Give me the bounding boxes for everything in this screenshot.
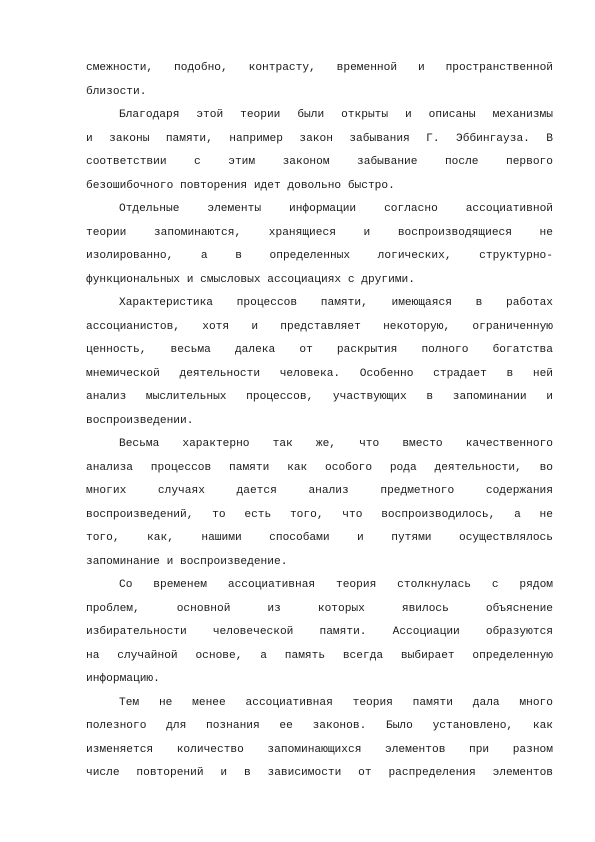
- text-line: изменяется количество запоминающихся элементов при разном: [86, 743, 553, 756]
- paragraph-first-line: Благодаря этой теории были открыты и описаны механизмы: [119, 109, 553, 121]
- paragraph-first-line: Тем не менее ассоциативная теория памяти дала много: [119, 696, 553, 709]
- text-line: изолированно, а в определенных логических, структурно-: [86, 250, 553, 262]
- text-line: смежности, подобно, контрасту, временной и пространственной: [86, 62, 553, 74]
- paragraph-first-line: Со временем ассоциативная теория столкнулась с рядом: [119, 579, 553, 591]
- text-line: воспроизведении.: [86, 414, 194, 427]
- text-line: полезного для познания ее законов. Было установлено, как: [86, 720, 553, 732]
- text-line: избирательности человеческой памяти. Ассоциации образуются: [86, 626, 553, 638]
- text-line: воспроизведений, то есть того, что воспроизводилось, а не: [86, 508, 553, 521]
- text-line: безошибочного повторения идет довольно быстро.: [86, 179, 395, 192]
- text-line: теории запоминаются, хранящиеся и воспроизводящиеся не: [86, 226, 553, 239]
- text-line: запоминание и воспроизведение.: [86, 555, 288, 568]
- text-line: анализ мыслительных процессов, участвующих в запоминании и: [86, 391, 553, 403]
- text-line: мнемической деятельности человека. Особенно страдает в ней: [86, 367, 553, 380]
- text-line: ассоцианистов, хотя и представляет некоторую, ограниченную: [86, 320, 553, 333]
- text-line: многих случаях дается анализ предметного содержания: [86, 485, 553, 497]
- text-line: проблем, основной из которых явилось объяснение: [86, 602, 553, 615]
- paragraph-first-line: Весьма характерно так же, что вместо качественного: [119, 438, 553, 450]
- text-line: числе повторений и в зависимости от распределения элементов: [86, 767, 553, 779]
- text-line: информацию.: [86, 673, 160, 685]
- text-line: ценность, весьма далека от раскрытия полного богатства: [86, 344, 553, 356]
- text-line: того, как, нашими способами и путями осуществлялось: [86, 532, 553, 544]
- text-line: функциональных и смысловых ассоциациях с другими.: [86, 273, 415, 286]
- text-line: близости.: [86, 85, 147, 98]
- text-line: соответствии с этим законом забывание после первого: [86, 156, 553, 168]
- paragraph-first-line: Характеристика процессов памяти, имеющаяся в работах: [119, 297, 553, 309]
- text-line: на случайной основе, а память всегда выбирает определенную: [86, 649, 553, 662]
- text-line: анализа процессов памяти как особого рода деятельности, во: [86, 461, 553, 474]
- text-line: и законы памяти, например закон забывания Г. Эббингауза. В: [86, 132, 553, 145]
- document-body-text: [86, 57, 553, 786]
- paragraph-first-line: Отдельные элементы информации согласно ассоциативной: [119, 203, 553, 215]
